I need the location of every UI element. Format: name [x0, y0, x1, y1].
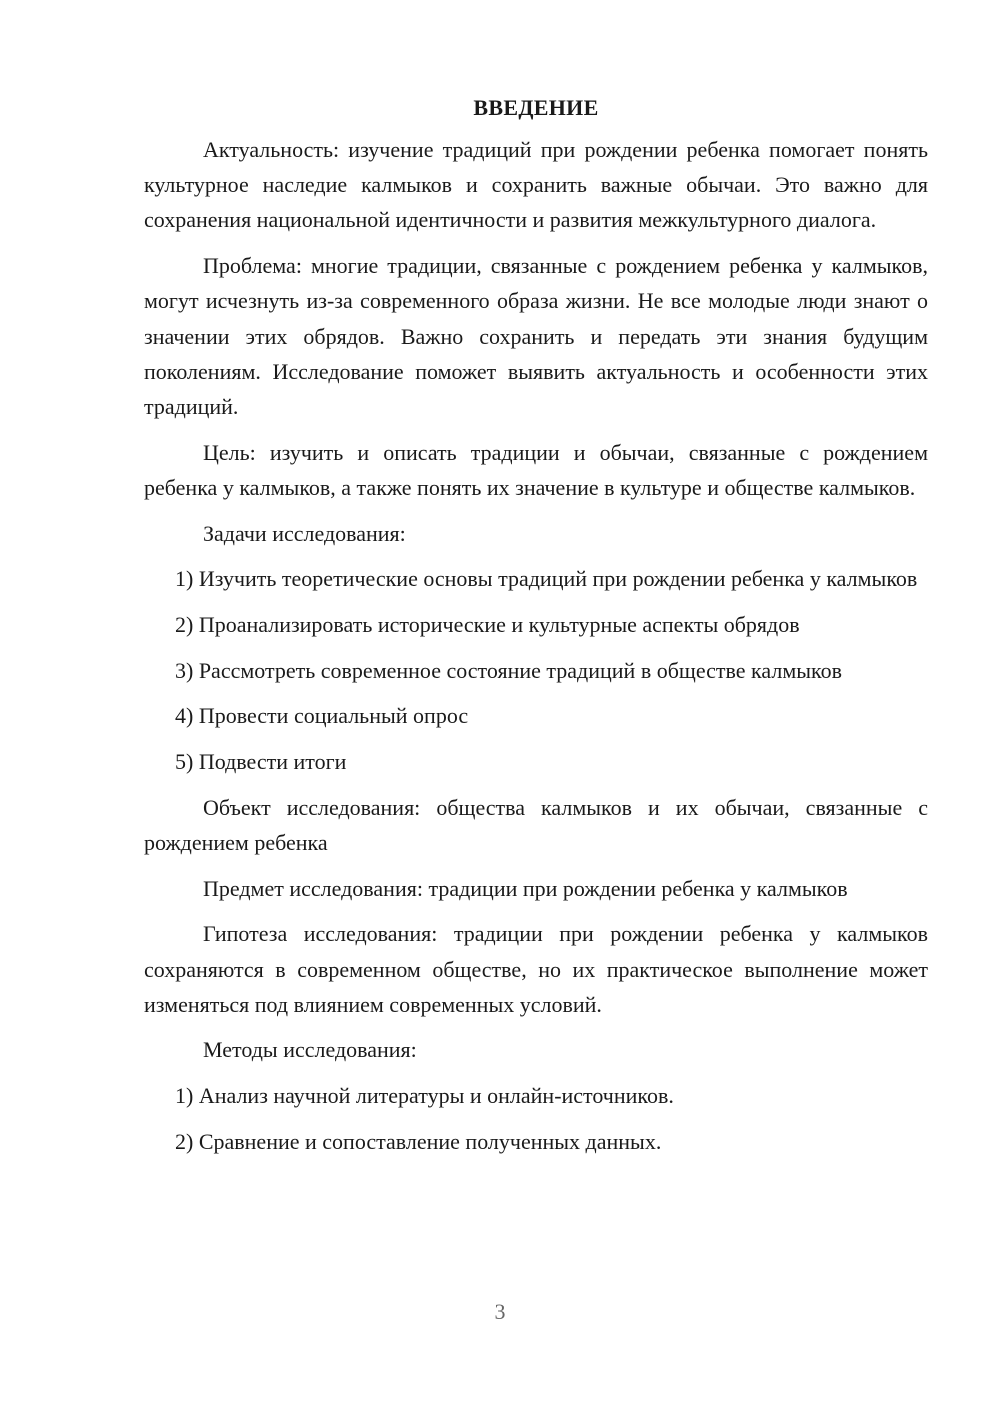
- tasks-heading: Задачи исследования:: [203, 520, 406, 546]
- object-paragraph: Объект исследования: общества калмыков и их обычаи, связанные с рождением ребенка: [144, 794, 928, 855]
- page-title: ВВЕДЕНИЕ: [473, 95, 599, 120]
- task-item-2: 2) Проанализировать исторические и культурные аспекты обрядов: [175, 611, 800, 637]
- task-item-1: 1) Изучить теоретические основы традиций при рождении ребенка у калмыков: [175, 566, 918, 592]
- goal-paragraph: Цель: изучить и описать традиции и обычаи, связанные с рождением ребенка у калмыков, а также понять их значение в культуре и обществе калмыков.: [144, 439, 928, 500]
- problem-paragraph: Проблема: многие традиции, связанные с рождением ребенка у калмыков, могут исчезнуть из-за современного образа жизни. Не все молодые люди знают о значении этих обрядов. Важно сохранить и передать эти знания будущим поколениям. Исследование поможет выявить актуальность и особенности этих традиций.: [144, 253, 928, 419]
- method-item-2: 2) Сравнение и сопоставление полученных данных.: [175, 1128, 662, 1154]
- subject-paragraph: Предмет исследования: традиции при рождении ребенка у калмыков: [203, 875, 848, 901]
- hypothesis-paragraph: Гипотеза исследования: традиции при рождении ребенка у калмыков сохраняются в современном обществе, но их практическое выполнение может изменяться под влиянием современных условий.: [144, 921, 928, 1017]
- relevance-paragraph: Актуальность: изучение традиций при рождении ребенка помогает понять культурное наследие калмыков и сохранить важные обычаи. Это важно для сохранения национальной идентичности и развития межкультурного диалога.: [144, 137, 928, 233]
- task-item-3: 3) Рассмотреть современное состояние традиций в обществе калмыков: [175, 657, 843, 683]
- document-page: [144, 90, 928, 1159]
- methods-heading: Методы исследования:: [203, 1037, 417, 1063]
- task-item-4: 4) Провести социальный опрос: [175, 703, 469, 729]
- task-item-5: 5) Подвести итоги: [175, 749, 347, 775]
- page-number: 3: [494, 1299, 506, 1324]
- method-item-1: 1) Анализ научной литературы и онлайн-источников.: [175, 1083, 674, 1109]
